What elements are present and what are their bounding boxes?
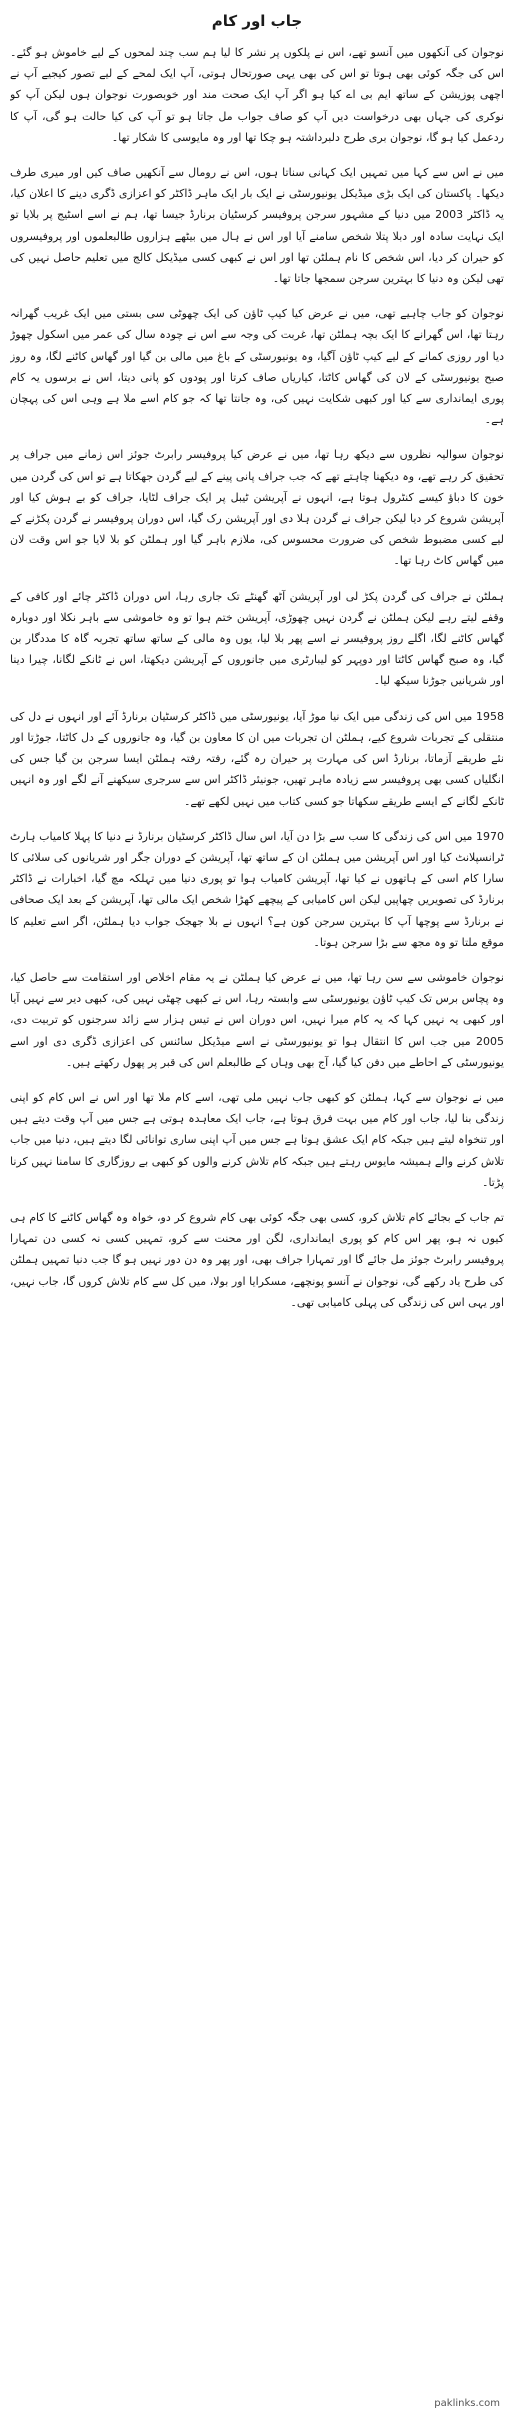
article-paragraph: 1958 میں اس کی زندگی میں ایک نیا موڑ آیا، یونیورسٹی میں ڈاکٹر کرسٹیان برنارڈ آئے اور انہوں نے دل کی منتقلی کے تجربات شروع کیے، ہملٹن ان تجربات میں ان کا معاون بن گیا، وہ جانوروں کے دل کاٹتا، جوڑتا اور نئے طریقے آزماتا، برنارڈ اس کی مہارت پر حیران رہ گئے، رفتہ رفتہ ہملٹن ایسا سرجن بن گیا جس کی انگلیاں کسی بھی پروفیسر سے زیادہ ماہر تھیں، جونیئر ڈاکٹر اس سے سرجری سیکھنے آنے لگے اور وہ انہیں ٹانکے لگانے کے ایسے طریقے سکھاتا جو کسی کتاب میں نہیں لکھے تھے۔ [10, 709, 504, 808]
article-paragraph: نوجوان خاموشی سے سن رہا تھا، میں نے عرض کیا ہملٹن نے یہ مقام اخلاص اور استقامت سے حاصل کیا، وہ پچاس برس تک کیپ ٹاؤن یونیورسٹی سے وابستہ رہا، اس نے کبھی چھٹی نہیں کی، کبھی دیر سے نہیں آیا اور کبھی یہ نہیں کہا کہ یہ کام میرا نہیں، اس دوران اس نے تیس ہزار سے زائد سرجنوں کو تربیت دی، 2005 میں جب اس کا انتقال ہوا تو یونیورسٹی نے اسے میڈیکل سائنس کی اعزازی ڈگری دی اور اسے یونیورسٹی کے احاطے میں دفن کیا گیا، آج بھی وہاں کے طالبعلم اس کی قبر پر پھول رکھتے ہیں۔ [10, 970, 504, 1069]
site-watermark: paklinks.com [434, 2398, 500, 2409]
article-paragraph: نوجوان کی آنکھوں میں آنسو تھے، اس نے پلکوں پر نشر کا لیا ہم سب چند لمحوں کے لیے خاموش ہو گئے۔ اس کی جگہ کوئی بھی ہوتا تو اس کی بھی یہی صورتحال ہوتی، آپ ایک لمحے کے لیے تصور کیجیے آپ نے اچھی پوزیشن کے ساتھ ایم بی اے کیا ہو اگر آپ ایک صحت مند اور خوبصورت نوجوان ہوں لیکن آپ کو نوکری کی جہاں بھی درخواست دیں آپ کو صاف جواب مل جاتا ہو تو آپ کی کیا حالت ہو گی، آپ کا ردعمل کیا ہو گا، نوجوان بری طرح دلبرداشتہ ہو چکا تھا اور وہ مایوسی کا شکار تھا۔ [10, 46, 504, 144]
article-paragraph: میں نے نوجوان سے کہا، ہملٹن کو کبھی جاب نہیں ملی تھی، اسے کام ملا تھا اور اس نے اس کام کو اپنی زندگی بنا لیا، جاب اور کام میں بہت فرق ہوتا ہے، جاب ایک معاہدہ ہوتی ہے جس میں آپ وقت دیتے ہیں اور تنخواہ لیتے ہیں جبکہ کام ایک عشق ہوتا ہے جس میں آپ اپنی ساری توانائی لگا دیتے ہیں، دنیا میں جاب تلاش کرنے والے ہمیشہ مایوس رہتے ہیں جبکہ کام تلاش کرنے والوں کو کبھی بے روزگاری کا سامنا نہیں کرنا پڑتا۔ [10, 1090, 504, 1189]
article-paragraph: ہملٹن نے جراف کی گردن پکڑ لی اور آپریشن آٹھ گھنٹے تک جاری رہا، اس دوران ڈاکٹر چائے اور کافی کے وقفے لیتے رہے لیکن ہملٹن نے گردن نہیں چھوڑی، آپریشن ختم ہوا تو وہ خاموشی سے باہر نکلا اور دوبارہ گھاس کاٹنے لگا، اگلے روز پروفیسر نے اسے پھر بلا لیا، یوں وہ مالی کے ساتھ ساتھ تجربہ گاہ کا مددگار بن گیا، وہ صبح گھاس کاٹتا اور دوپہر کو لیبارٹری میں جانوروں کے آپریشن دیکھتا، اس نے ٹانکے لگانا، چیرا دینا اور شریانیں جوڑنا سیکھ لیا۔ [10, 589, 504, 688]
article-title: جاب اور کام [211, 12, 303, 30]
article-paragraph: میں نے اس سے کہا میں تمہیں ایک کہانی سناتا ہوں، اس نے رومال سے آنکھیں صاف کیں اور میری طرف دیکھا۔ پاکستان کی ایک بڑی میڈیکل یونیورسٹی نے ایک بار ایک ماہر ڈاکٹر کو اعزازی ڈگری دینے کا اعلان کیا، یہ ڈاکٹر 2003 میں دنیا کے مشہور سرجن پروفیسر کرسٹیان برنارڈ جیسا تھا، ہم نے اسے اسٹیج پر بلایا تو ایک نہایت سادہ اور دبلا پتلا شخص سامنے آیا اور اس نے ہال میں بیٹھے ہزاروں طالبعلموں اور پروفیسروں کو حیران کر دیا، اس شخص کا نام ہملٹن تھا اور اس نے کبھی کسی میڈیکل کالج میں تعلیم حاصل نہیں کی تھی لیکن وہ دنیا کا بہترین سرجن سمجھا جاتا تھا۔ [10, 166, 504, 286]
article-paragraph: نوجوان کو جاب چاہیے تھی، میں نے عرض کیا کیپ ٹاؤن کی ایک چھوٹی سی بستی میں ایک غریب گھرانہ رہتا تھا، اس گھرانے کا ایک بچہ ہملٹن تھا، غربت کی وجہ سے اس نے چودہ سال کی عمر میں اسکول چھوڑ دیا اور روزی کمانے کے لیے کیپ ٹاؤن آگیا، وہ یونیورسٹی کے باغ میں مالی بن گیا اور گھاس کاٹنے لگا، وہ روز صبح یونیورسٹی کے لان کی گھاس کاٹتا، کیاریاں صاف کرتا اور پودوں کو پانی دیتا، اس نے برسوں یہ کام پوری ایمانداری سے کیا اور کبھی شکایت نہیں کی، وہ جانتا تھا کہ جو کام اسے ملا ہے وہی اس کی پہچان ہے۔ [10, 307, 504, 427]
article-paragraph: نوجوان سوالیہ نظروں سے دیکھ رہا تھا، میں نے عرض کیا پروفیسر رابرٹ جوئز اس زمانے میں جراف پر تحقیق کر رہے تھے، وہ دیکھنا چاہتے تھے کہ جب جراف پانی پینے کے لیے گردن جھکاتا ہے تو اس کی گردن میں خون کا دباؤ کیسے کنٹرول ہوتا ہے، انہوں نے آپریشن ٹیبل پر ایک جراف لٹایا، جراف کو بے ہوش کیا اور آپریشن شروع کر دیا لیکن جراف نے گردن ہلا دی اور آپریشن رک گیا، اس دوران پروفیسر نے گردن پکڑنے کے لیے کسی مضبوط شخص کی ضرورت محسوس کی، ملازم باہر گیا اور ہملٹن کو بلا لایا جو اس وقت لان میں گھاس کاٹ رہا تھا۔ [10, 448, 504, 568]
article-paragraph: 1970 میں اس کی زندگی کا سب سے بڑا دن آیا، اس سال ڈاکٹر کرسٹیان برنارڈ نے دنیا کا پہلا کامیاب ہارٹ ٹرانسپلانٹ کیا اور اس آپریشن میں ہملٹن ان کے ساتھ تھا، آپریشن کے دوران جگر اور شریانوں کی سلائی کا سارا کام اسی کے ہاتھوں نے کیا تھا، آپریشن کامیاب ہوا تو پوری دنیا میں تہلکہ مچ گیا، اخبارات نے ڈاکٹر برنارڈ کی تصویریں چھاپیں لیکن اس کامیابی کے پیچھے کھڑا شخص ایک مالی تھا، آپریشن کے بعد ایک صحافی نے برنارڈ سے پوچھا آپ کا بہترین سرجن کون ہے؟ انہوں نے بلا جھجک جواب دیا ہملٹن، اگر اسے تعلیم کا موقع ملتا تو وہ مجھ سے بڑا سرجن ہوتا۔ [10, 829, 504, 949]
article-paragraph: تم جاب کے بجائے کام تلاش کرو، کسی بھی جگہ کوئی بھی کام شروع کر دو، خواہ وہ گھاس کاٹنے کا کام ہی کیوں نہ ہو، پھر اس کام کو پوری ایمانداری، لگن اور محنت سے کرو، تمہیں کسی نہ کسی دن تمہارا پروفیسر رابرٹ جوئز مل جائے گا اور تمہارا جراف بھی، اور پھر وہ دن دور نہیں ہو گا جب دنیا تمہیں ہملٹن کی طرح یاد رکھے گی، نوجوان نے آنسو پونچھے، مسکرایا اور بولا، میں کل سے کام تلاش کروں گا، جاب نہیں، اور یہی اس کی زندگی کی پہلی کامیابی تھی۔ [10, 1210, 504, 1309]
article-body [10, 42, 504, 2384]
